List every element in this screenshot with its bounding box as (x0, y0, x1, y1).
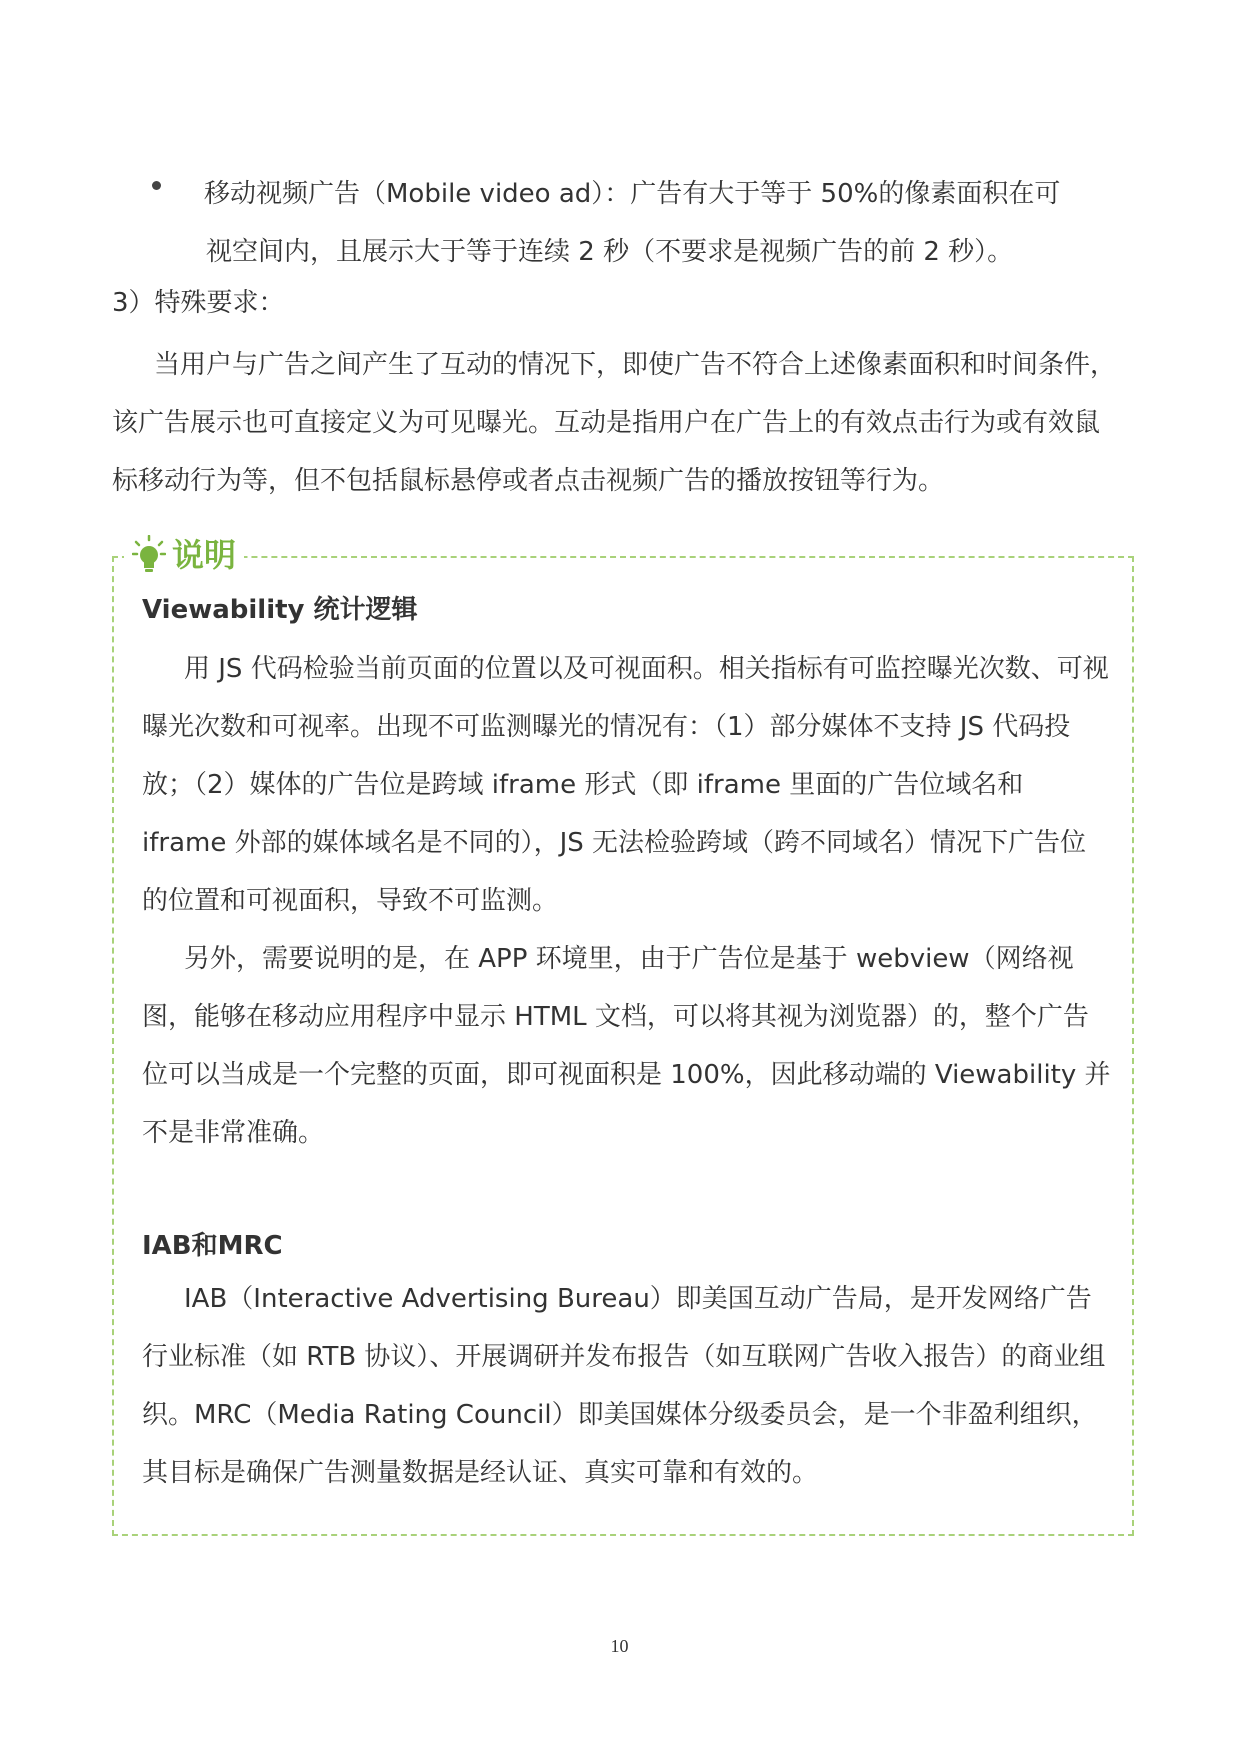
spacer (142, 1162, 1112, 1220)
iab-mrc-paragraph: IAB（Interactive Advertising Bureau）即美国互动广告局，是开发网络广告行业标准（如 RTB 协议）、开展调研并发布报告（如互联网广告收入报告）的商业组织。MRC（Media Rating Council）即美国媒体分级委员会，是一个非盈利组织，其目标是确保广告测量数据是经认证、真实可靠和有效的。 (142, 1284, 1106, 1488)
iab-mrc-title: IAB和MRC (142, 1231, 283, 1261)
page-number: 10 (610, 1636, 629, 1656)
viewability-title: Viewability 统计逻辑 (142, 595, 418, 625)
bullet-line-1: 移动视频广告（Mobile video ad）：广告有大于等于 50%的像素面积在可 (204, 179, 1061, 209)
bullet-text (204, 165, 1132, 281)
special-requirements-paragraph: 当用户与广告之间产生了互动的情况下，即使广告不符合上述像素面积和时间条件，该广告展示也可直接定义为可见曝光。互动是指用户在广告上的有效点击行为或有效鼠标移动行为等，但不包括鼠标悬停或者点击视频广告的播放按钮等行为。 (112, 350, 1117, 496)
special-requirements-heading: 3）特殊要求： (112, 288, 285, 318)
note-content (142, 590, 1112, 1502)
bullet-dot (152, 181, 161, 190)
viewability-paragraph-2: 另外，需要说明的是，在 APP 环境里，由于广告位是基于 webview（网络视图，能够在移动应用程序中显示 HTML 文档，可以将其视为浏览器）的，整个广告位可以当成是一个完整的页面，即可视面积是 100%，因此移动端的 Viewability 并不是非常准确。 (142, 944, 1111, 1148)
bullet-line-2: 视空间内，且展示大于等于连续 2 秒（不要求是视频广告的前 2 秒）。 (206, 237, 1014, 267)
note-label-text: 说明 (172, 536, 237, 574)
note-label (124, 530, 244, 580)
lightbulb-icon (132, 535, 166, 575)
bullet-item (152, 165, 1132, 281)
viewability-paragraph-1: 用 JS 代码检验当前页面的位置以及可视面积。相关指标有可监控曝光次数、可视曝光次数和可视率。出现不可监测曝光的情况有：（1）部分媒体不支持 JS 代码投放；（2）媒体的广告位是跨域 iframe 形式（即 iframe 里面的广告位域名和 iframe 外部的媒体域名是不同的），JS 无法检验跨域（跨不同域名）情况下广告位的位置和可视面积，导致不可监测。 (142, 654, 1109, 916)
